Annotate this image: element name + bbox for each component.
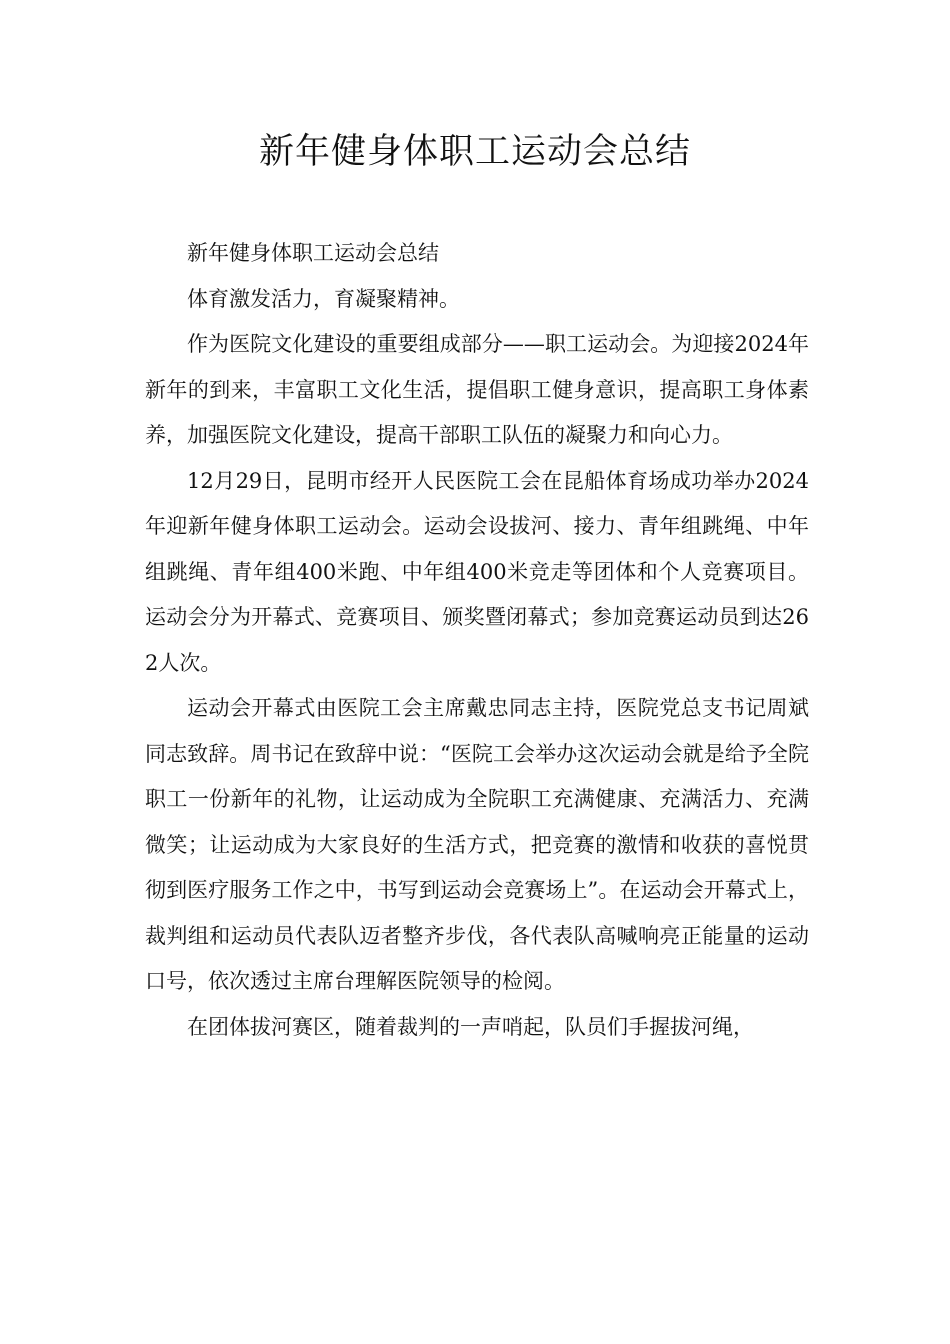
paragraph-tug-of-war: 在团体拔河赛区，随着裁判的一声哨起，队员们手握拔河绳， <box>187 1014 754 1039</box>
paragraph-opening-ceremony: 运动会开幕式由医院工会主席戴忠同志主持，医院党总支书记周斌同志致辞。周书记在致辞中说：“医院工会举办这次运动会就是给予全院职工一份新年的礼物，让运动成为全院职工充满健康、充满活力、充满微笑；让运动成为大家良好的生活方式，把竞赛的激情和收获的喜悦贯彻到医疗服务工作之中，书写到运动会竞赛场上”。在运动会开幕式上，裁判组和运动员代表队迈者整齐步伐，各代表队高喊响亮正能量的运动口号，依次透过主席台理解医院领导的检阅。 <box>145 696 809 993</box>
paragraph-subtitle: 新年健身体职工运动会总结 <box>187 241 439 265</box>
document-body <box>145 231 809 1050</box>
paragraph-event-overview: 12月29日，昆明市经开人民医院工会在昆船体育场成功举办2024年迎新年健身体职工运动会。运动会设拔河、接力、青年组跳绳、中年组跳绳、青年组400米跑、中年组400米竞走等团体和个人竞赛项目。运动会分为开幕式、竞赛项目、颁奖暨闭幕式；参加竞赛运动员到达262人次。 <box>145 468 809 675</box>
paragraph-slogan: 体育激发活力，育凝聚精神。 <box>187 286 460 311</box>
paragraph-purpose: 作为医院文化建设的重要组成部分——职工运动会。为迎接2024年新年的到来，丰富职工文化生活，提倡职工健身意识，提高职工身体素养，加强医院文化建设，提高干部职工队伍的凝聚力和向心力。 <box>145 332 809 447</box>
document-title: 新年健身体职工运动会总结 <box>258 132 691 172</box>
